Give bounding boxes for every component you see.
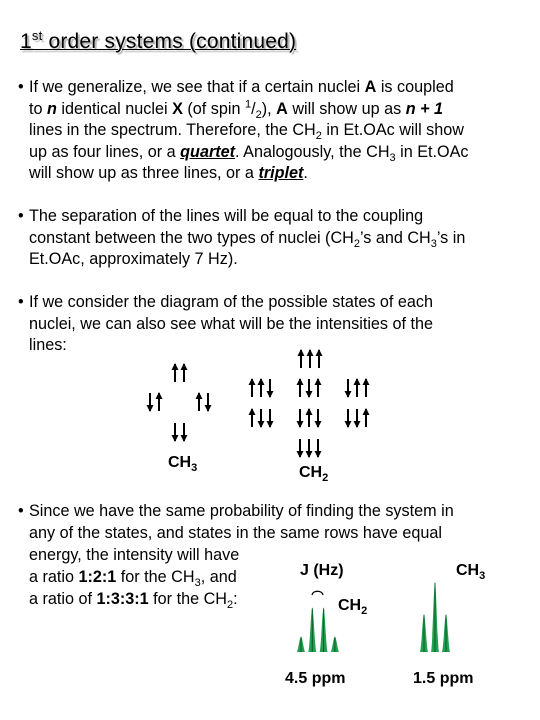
ppm-label-left: 4.5 ppm [285,670,346,687]
spectrum-peak [297,637,305,653]
ch3-peak-label: $CH_3$ [456,562,486,583]
bullet: • [18,78,24,96]
ch2-diagram-label: $CH_2$ [299,464,329,485]
ch2-peak-label: $CH_2$ [338,597,368,618]
paragraph-separation: • The separation of the lines will be equal to the coupling constant between the two types of nuclei ($CH_2’s$ and $CH_3’s$ in Et.OAc, approximately 7 Hz). [18,207,466,268]
coupling-bracket [312,591,323,595]
spectrum-peak [320,608,328,653]
paragraph-intensity: • Since we have the same probability of finding the system in any of the states, and states in the same rows have equal energy, the intensity will have a ratio 1:2:1 for the $CH_3$, and a ratio of 1:3:3:1 for the $CH_2$: [18,502,454,612]
spectrum-peak [420,614,428,652]
spectrum-peak [431,582,439,652]
paragraph-generalization: • If we generalize, we see that if a certain nuclei A is coupled to n identical nuclei X (of spin $^1/_2$), A will show up as n + 1 lines in the spectrum. Therefore, the $CH_2$ in Et.OAc will show up as four lines, or a quartet. Analogously, the $CH_3$ in Et.OAc will show up as three lines, or a triplet. [18,78,469,182]
ch3-diagram-label: $CH_3$ [168,454,198,475]
spectrum-peak [331,637,339,653]
ppm-label-right: 1.5 ppm [413,670,474,687]
spectrum-peak [442,614,450,652]
coupling-constant-label: J (Hz) [300,562,344,579]
slide-title: 1st order systems (continued) [20,28,297,53]
paragraph-states-diagram: • If we consider the diagram of the possible states of each nuclei, we can also see what will be the intensities of the lines: [18,293,434,354]
spectrum-peak [308,608,316,653]
